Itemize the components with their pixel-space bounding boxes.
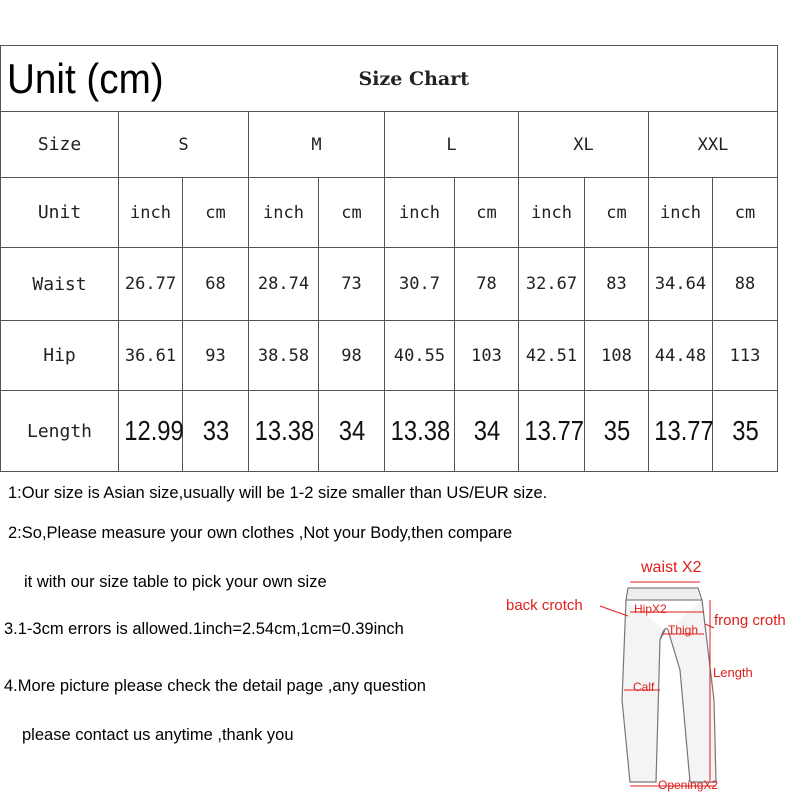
table-cell: 13.77 (523, 391, 579, 472)
size-m: M (249, 112, 385, 178)
table-cell: 34.64 (649, 248, 713, 320)
size-xl: XL (519, 112, 649, 178)
unit-cm: cm (319, 178, 385, 248)
row-label: Waist (1, 248, 119, 320)
table-cell: 13.77 (653, 391, 707, 472)
waist-label: waist X2 (641, 559, 702, 576)
table-cell: 113 (713, 320, 778, 390)
table-cell: 108 (585, 320, 649, 390)
unit-inch: inch (119, 178, 183, 248)
table-cell: 32.67 (519, 248, 585, 320)
table-cell: 34 (459, 391, 513, 472)
unit-title: Unit (cm) (1, 46, 294, 112)
size-chart-title: Size Chart (319, 46, 778, 112)
table-cell: 44.48 (649, 320, 713, 390)
size-header: Size (1, 112, 119, 178)
table-row-waist (1, 248, 778, 320)
note-2: 2:So,Please measure your own clothes ,Not your Body,then compare (8, 524, 513, 542)
table-cell: 68 (183, 248, 249, 320)
size-chart-table (0, 45, 778, 472)
table-cell: 13.38 (254, 391, 314, 472)
table-cell: 93 (183, 320, 249, 390)
table-row-length (1, 391, 778, 472)
unit-cm: cm (183, 178, 249, 248)
table-cell: 28.74 (249, 248, 319, 320)
front-crotch-label: frong croth (714, 612, 786, 629)
size-l: L (385, 112, 519, 178)
table-cell: 35 (589, 391, 643, 472)
table-cell: 13.38 (390, 391, 450, 472)
unit-inch: inch (519, 178, 585, 248)
table-cell: 34 (323, 391, 379, 472)
table-cell: 73 (319, 248, 385, 320)
size-xxl: XXL (649, 112, 778, 178)
table-cell: 42.51 (519, 320, 585, 390)
unit-cm: cm (585, 178, 649, 248)
table-cell: 30.7 (385, 248, 455, 320)
note-4-continued: please contact us anytime ,thank you (22, 726, 294, 744)
row-label: Length (1, 391, 119, 472)
table-cell: 98 (319, 320, 385, 390)
table-cell: 26.77 (119, 248, 183, 320)
size-s: S (119, 112, 249, 178)
note-2-continued: it with our size table to pick your own size (24, 573, 327, 591)
note-3: 3.1-3cm errors is allowed.1inch=2.54cm,1cm=0.39inch (4, 620, 404, 638)
hip-label: HipX2 (634, 602, 667, 616)
opening-label: OpeningX2 (658, 778, 719, 792)
pants-measurement-diagram (500, 560, 800, 800)
table-cell: 38.58 (249, 320, 319, 390)
table-cell: 83 (585, 248, 649, 320)
unit-inch: inch (649, 178, 713, 248)
unit-cm: cm (713, 178, 778, 248)
row-label: Hip (1, 320, 119, 390)
table-cell: 88 (713, 248, 778, 320)
table-cell: 12.99 (123, 391, 177, 472)
calf-label: Calf (633, 680, 655, 694)
table-row-hip (1, 320, 778, 390)
length-label: Length (713, 665, 753, 680)
table-cell: 40.55 (385, 320, 455, 390)
table-cell: 35 (717, 391, 772, 472)
table-cell: 36.61 (119, 320, 183, 390)
thigh-label: Thigh (668, 623, 699, 637)
unit-inch: inch (385, 178, 455, 248)
back-crotch-label: back crotch (506, 597, 583, 614)
table-cell: 78 (455, 248, 519, 320)
note-4: 4.More picture please check the detail page ,any question (4, 677, 426, 695)
unit-cm: cm (455, 178, 519, 248)
unit-header: Unit (1, 178, 119, 248)
note-1: 1:Our size is Asian size,usually will be 1-2 size smaller than US/EUR size. (8, 484, 548, 502)
table-cell: 103 (455, 320, 519, 390)
unit-inch: inch (249, 178, 319, 248)
table-cell: 33 (187, 391, 243, 472)
